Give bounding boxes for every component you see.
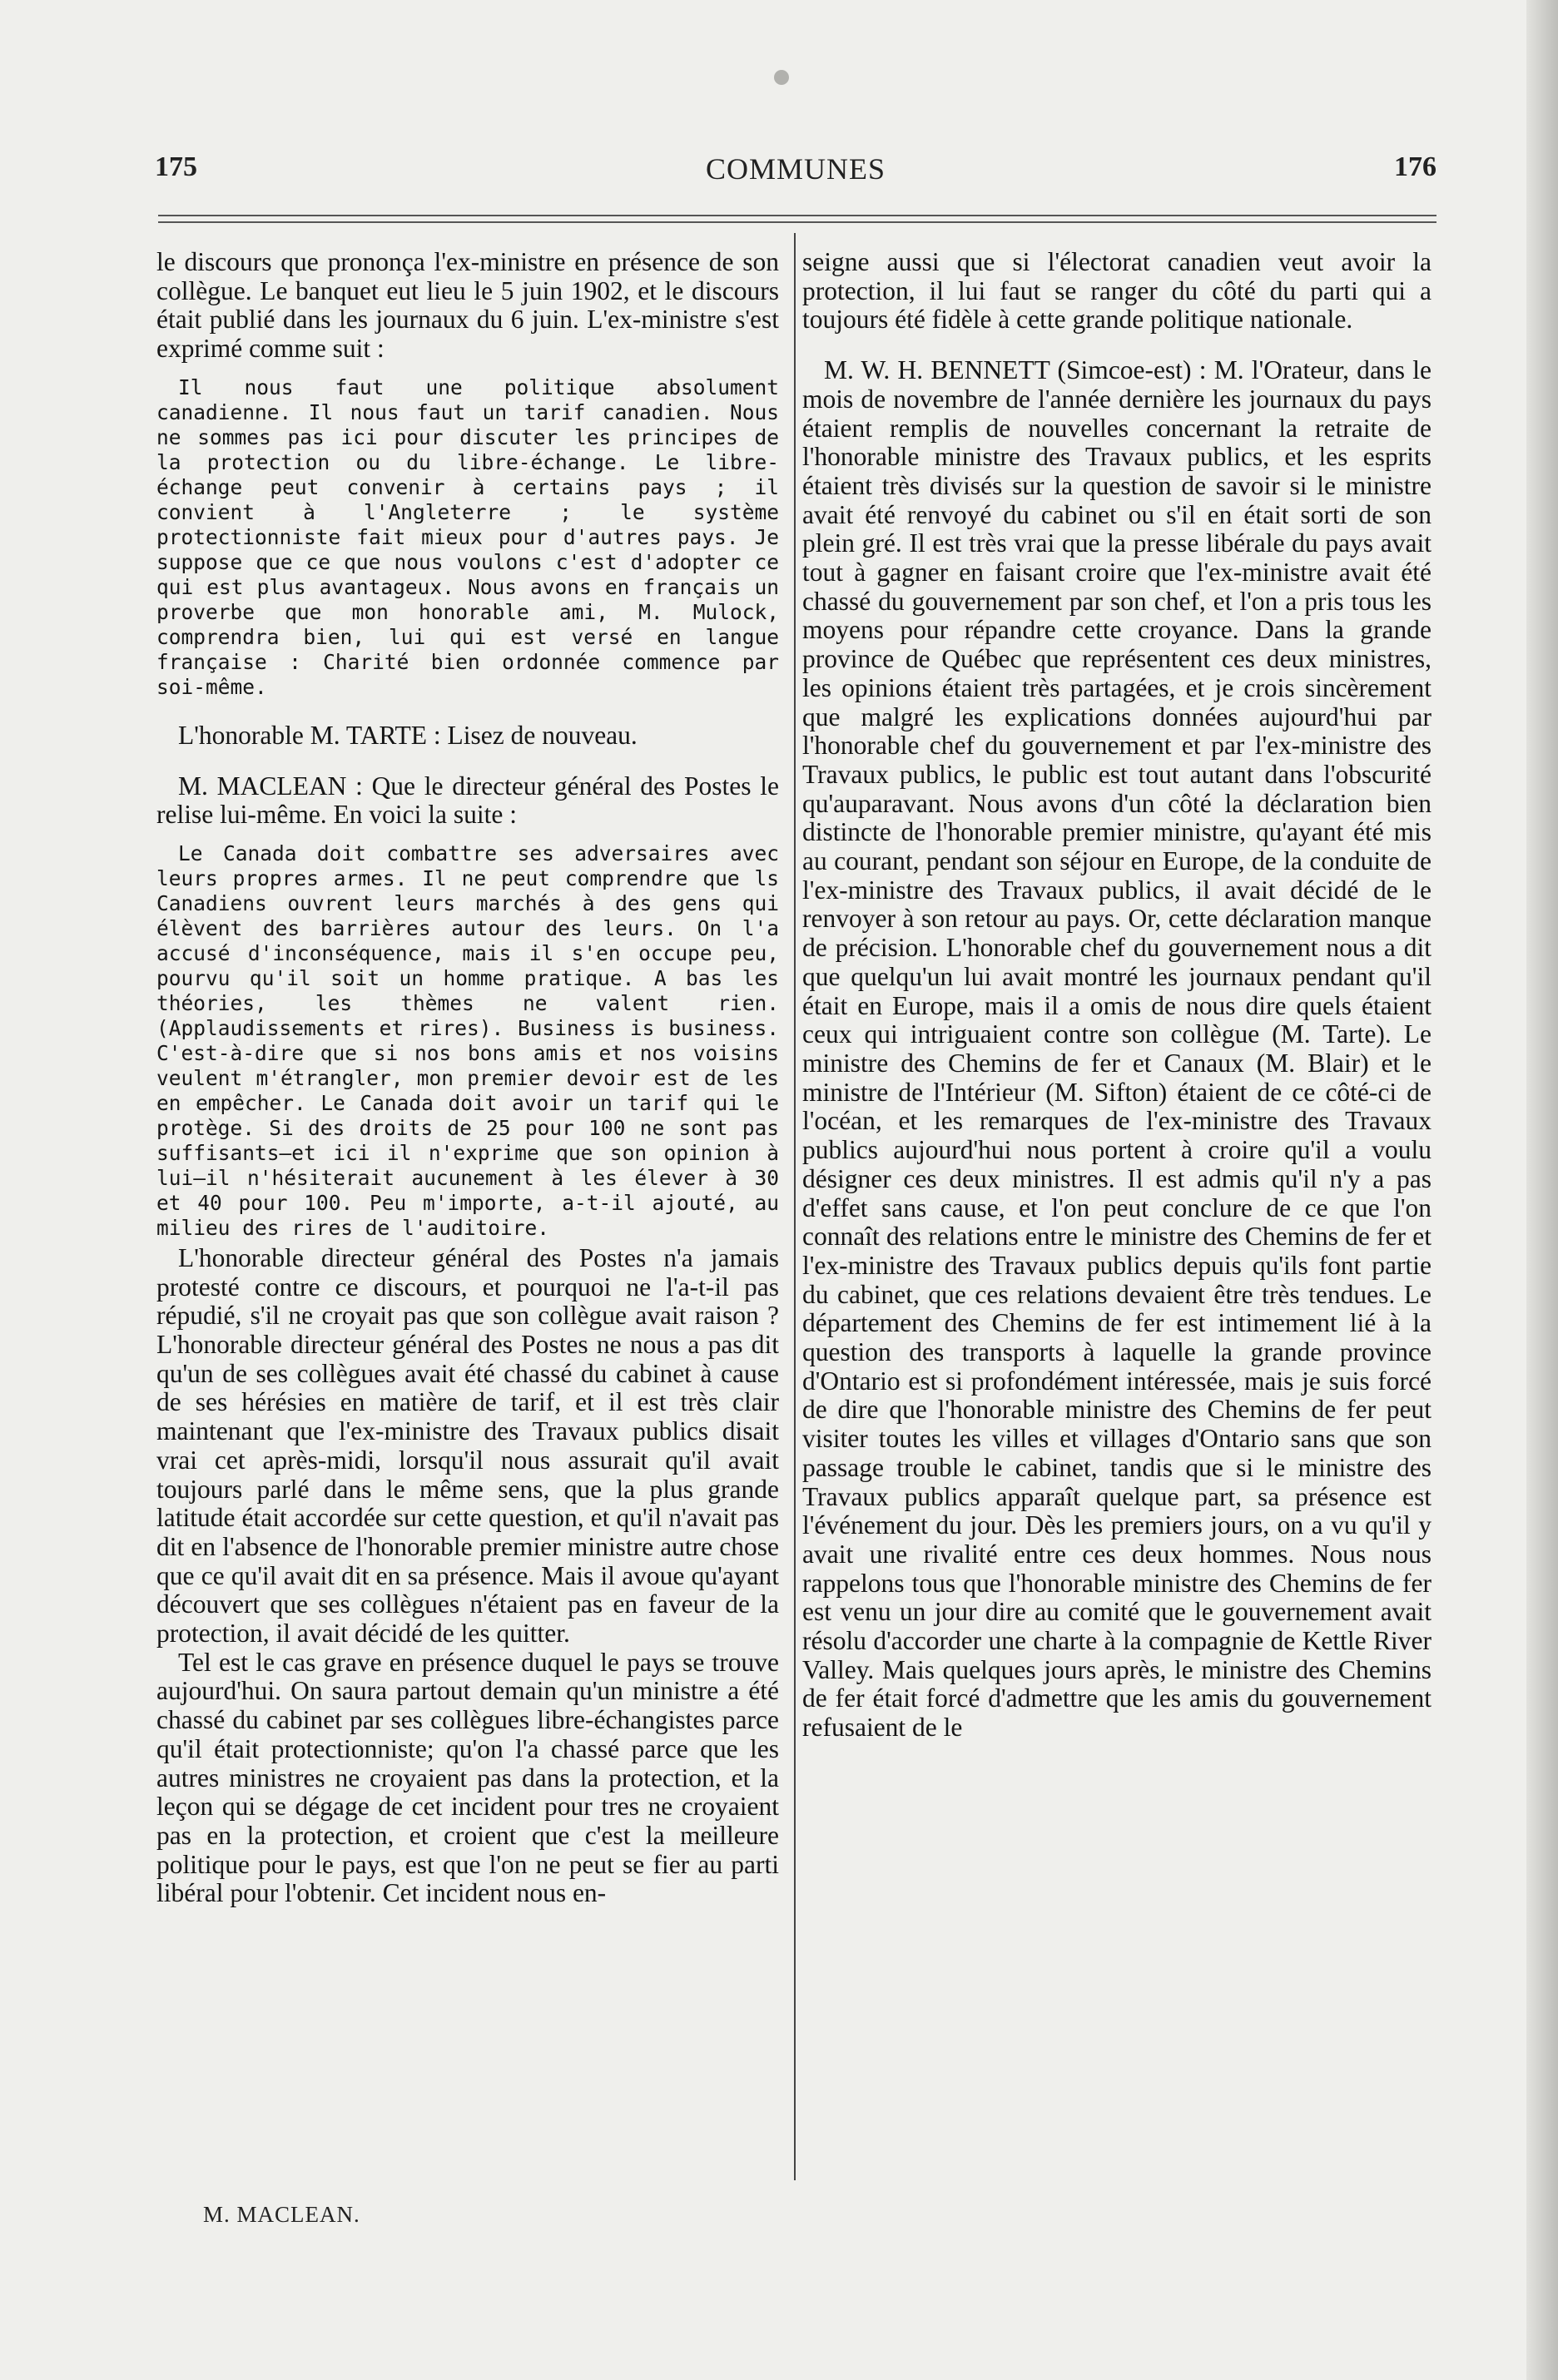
paragraph: M. W. H. BENNETT (Simcoe-est) : M. l'Orateur, dans le mois de novembre de l'année dernière les journaux du pays étaient remplis de nouvelles concernant la retraite de l'honorable ministre des Travaux publics, et les esprits étaient très divisés sur la question de savoir si le ministre avait été renvoyé du cabinet ou s'il en était sorti de son plein gré. Il est très vrai que la presse libérale du pays avait tout à gagner en faisant croire que l'ex-ministre avait été chassé du gouvernement par son chef, et l'on a pris tous les moyens pour répandre cette croyance. Dans la grande province de Québec que représentent ces deux ministres, les opinions étaient très partagées, et je crois sincèrement que malgré les explications données aujourd'hui par l'honorable chef du gouvernement et par l'ex-ministre des Travaux publics, le public est tout autant dans l'obscurité qu'auparavant. Nous avons d'un côté la déclaration bien distincte de l'honorable premier ministre, qu'ayant été mis au courant, pendant son séjour en Europe, de la conduite de l'ex-ministre des Travaux publics, il avait décidé de le renvoyer à son retour au pays. Or, cette déclaration manque de précision. L'honorable chef du gouvernement nous a dit que quelqu'un lui avait montré les journaux pendant qu'il était en Europe, mais il a omis de nous dire quels étaient ceux qui intriguaient contre son collègue (M. Tarte). Le ministre des Chemins de fer et Canaux (M. Blair) et le ministre de l'Intérieur (M. Sifton) étaient de ce côté-ci de l'océan, et les remarques de l'ex-ministre des Travaux publics aujourd'hui nous portent à croire qu'il a voulu désigner ces deux ministres. Il est admis qu'il n'y a pas d'effet sans cause, et l'on peut conclure de ce que l'on connaît des relations entre le ministre des Chemins de fer et l'ex-ministre des Travaux publics depuis qu'ils font partie du cabinet, que ces relations devaient être très tendues. Le département des Chemins de fer est intimement lié à la question des transports à laquelle la grande province d'Ontario est si profondément intéressée, mais je suis forcé de dire que l'honorable ministre des Chemins de fer peut visiter toutes les villes et villages d'Ontario sans que son passage trouble le cabinet, tandis que si le ministre des Travaux publics apparaît quelque part, sa présence est l'événement du jour. Dès les premiers jours, on a vu qu'il y avait une rivalité entre ces deux hommes. Nous nous rappelons tous que l'honorable ministre des Chemins de fer est venu un jour dire au comité que le gouvernement avait résolu d'accorder une charte à la compagnie de Kettle River Valley. Mais quelques jours après, le ministre des Chemins de fer était forcé d'admettre que les amis du gouvernement refusaient de le bbox=[802, 355, 1431, 1743]
paragraph: Tel est le cas grave en présence duquel le pays se trouve aujourd'hui. On saura partout demain qu'un ministre a été chassé du cabinet par ses collègues libre-échangistes parce qu'il était protectionniste; qu'on l'a chassé parce que les autres ministres ne croyaient pas dans la protection, et la leçon qui se dégage de cet incident pour tres ne croyaient pas en la protection, et croient que c'est la meilleure politique pour le pays, est que l'on ne peut se fier au parti libéral pour l'obtenir. Cet incident nous en- bbox=[156, 1647, 779, 1908]
paragraph: L'honorable M. TARTE : Lisez de nouveau. bbox=[178, 720, 638, 750]
quotation-text: Le Canada doit combattre ses adversaires avec leurs propres armes. Il ne peut comprendre que ls Canadiens ouvrent leurs marchés à des gens qui élèvent des barrières autour des leurs. On l'a accusé d'inconséquence, mais il s'en occupe peu, pourvu qu'il soit un homme pratique. A bas les théories, les thèmes ne valent rien. (Applaudissements et rires). Business is business. C'est-à-dire que si nos bons amis et nos voisins veulent m'étrangler, mon premier devoir est de les en empêcher. Le Canada doit avoir un tarif qui le protège. Si des droits de 25 pour 100 ne sont pas suffisants—et ici il n'exprime que son opinion à lui—il n'hésiterait aucunement à les élever à 30 et 40 pour 100. Peu m'importe, a-t-il ajouté, au milieu des rires de l'auditoire. bbox=[156, 840, 779, 1240]
binding-hole bbox=[774, 70, 789, 85]
quotation-block bbox=[156, 375, 779, 700]
right-column bbox=[802, 248, 1431, 1743]
paragraph: seigne aussi que si l'électorat canadien veut avoir la protection, il lui faut se ranger du côté du parti qui a toujours été fidèle à cette grande politique nationale. bbox=[802, 247, 1431, 335]
paragraph: le discours que prononça l'ex-ministre en présence de son collègue. Le banquet eut lieu le 5 juin 1902, et le discours était publié dans les journaux du 6 juin. L'ex-ministre s'est exprimé comme suit : bbox=[156, 247, 779, 364]
quotation-block bbox=[156, 841, 779, 1241]
header-rule-bottom bbox=[158, 221, 1436, 223]
header-rule-top bbox=[158, 215, 1436, 216]
column-divider bbox=[794, 233, 796, 2180]
running-title: COMMUNES bbox=[705, 152, 886, 186]
page-header bbox=[155, 151, 1436, 193]
quotation-text: Il nous faut une politique absolument canadienne. Il nous faut un tarif canadien. Nous ne sommes pas ici pour discuter les principes de la protection ou du libre-échange. Le libre-échange peut convenir à certains pays ; il convient à l'Angleterre ; le système protectionniste fait mieux pour d'autres pays. Je suppose que ce que nous voulons c'est d'adopter ce qui est plus avantageux. Nous avons en français un proverbe que mon honorable ami, M. Mulock, comprendra bien, lui qui est versé en langue française : Charité bien ordonnée commence par soi-même. bbox=[156, 374, 779, 699]
paragraph: M. MACLEAN : Que le directeur général des Postes le relise lui-même. En voici la suite : bbox=[156, 771, 779, 830]
page-number-right: 176 bbox=[1394, 151, 1436, 182]
speaker-footer: M. MACLEAN. bbox=[203, 2202, 360, 2227]
paragraph: L'honorable directeur général des Postes n'a jamais protesté contre ce discours, et pourquoi ne l'a-t-il pas répudié, s'il ne croyait pas que son collègue avait raison ? L'honorable directeur général des Postes ne nous a pas dit qu'un de ses collègues avait été chassé du cabinet à cause de ses hérésies en matière de tarif, et il est très clair maintenant que l'ex-ministre des Travaux publics disait vrai cet après-midi, lorsqu'il nous assurait qu'il avait toujours parlé dans le même sens, que la plus grande latitude était accordée sur cette question, et qu'il n'avait pas dit en l'absence de l'honorable premier ministre autre chose que ce qu'il avait dit en sa présence. Mais il avoue qu'ayant découvert que ses collègues n'étaient pas en faveur de la protection, il avait décidé de les quitter. bbox=[156, 1242, 779, 1649]
left-column bbox=[156, 248, 779, 1908]
page-number-left: 175 bbox=[155, 151, 197, 182]
